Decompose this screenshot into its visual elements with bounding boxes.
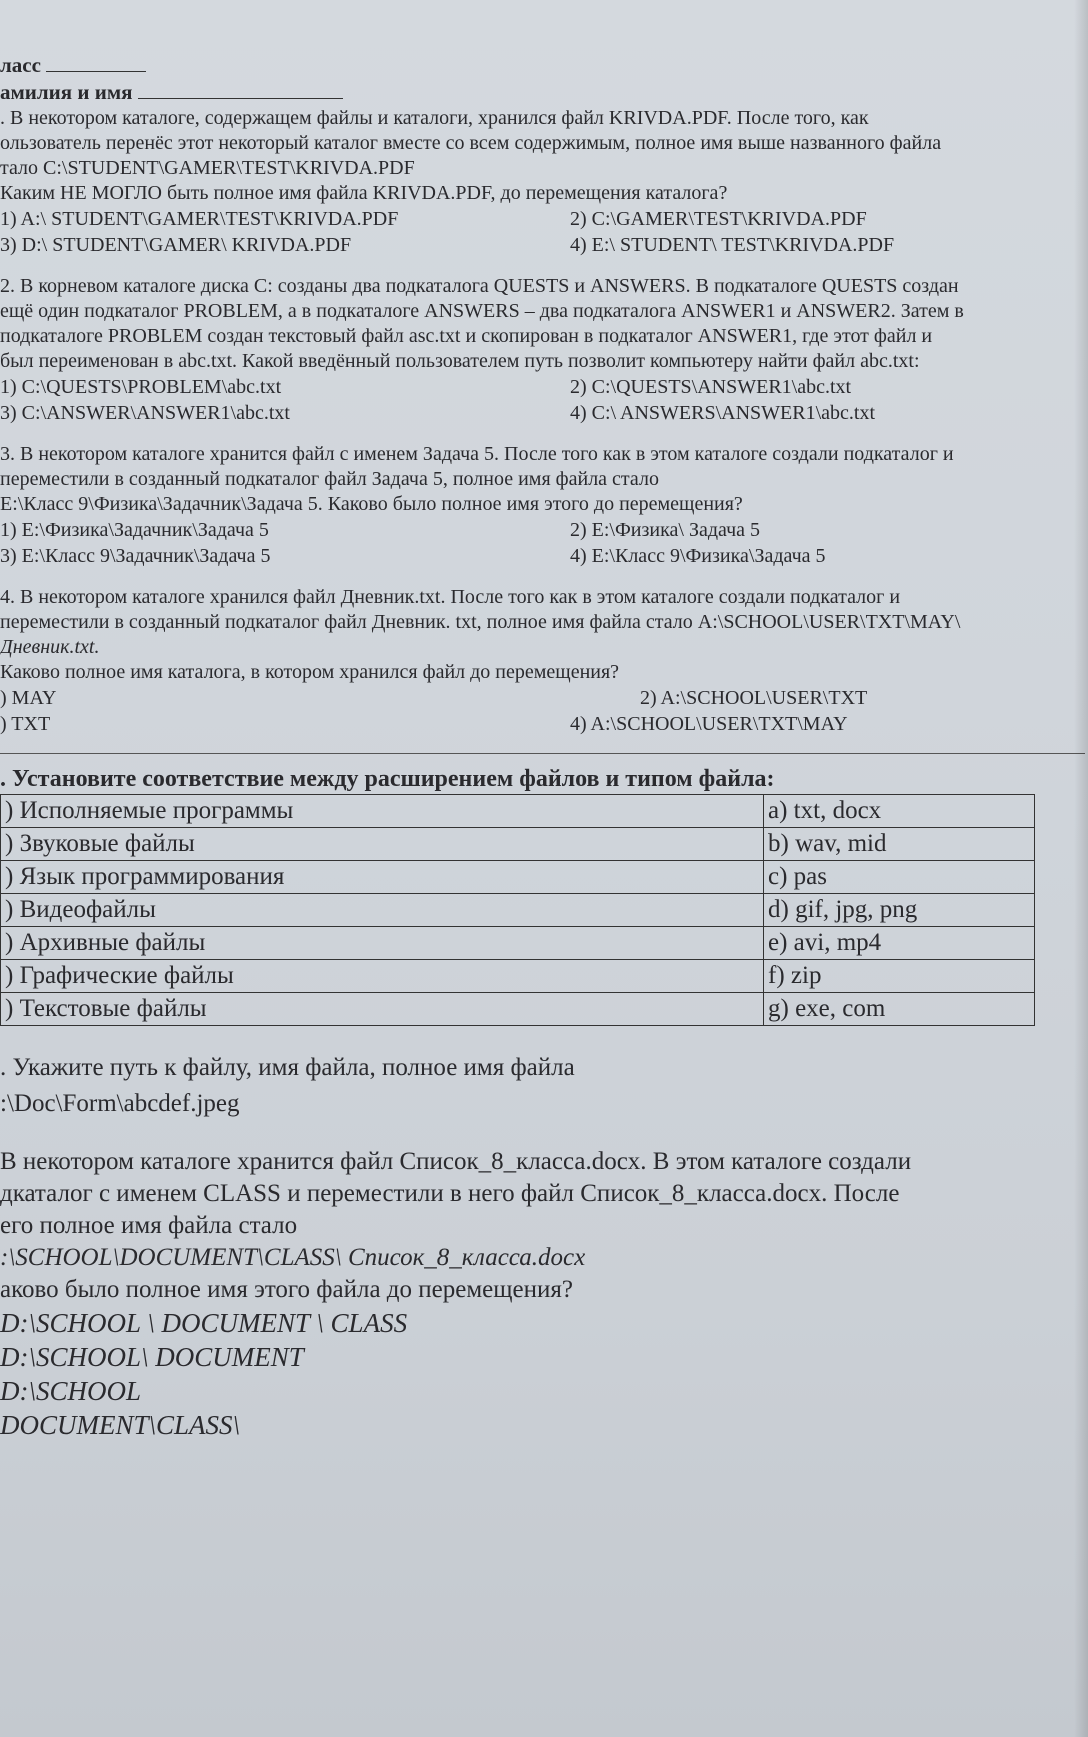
q4-option: ) TXT	[0, 713, 51, 735]
q2-option: 2) C:\QUESTS\ANSWER1\abc.txt	[570, 376, 852, 398]
task7-option: D:\SCHOOL \ DOCUMENT \ CLASS	[0, 1308, 408, 1338]
q3-line: переместили в созданный подкаталог файл Задача 5, полное имя файла стало	[0, 468, 659, 490]
table-cell-ext: e) avi, mp4	[764, 927, 1035, 960]
task7-line: его полное имя файла стало	[0, 1212, 298, 1239]
task6-path: :\Doc\Form\abcdef.jpeg	[0, 1090, 240, 1117]
q3-line: E:\Класс 9\Физика\Задачник\Задача 5. Каково было полное имя этого до перемещения?	[0, 493, 743, 515]
question-3	[0, 442, 1064, 517]
class-line	[0, 52, 1064, 79]
q1-line: ользователь перенёс этот некоторый каталог вместе со всем содержимым, полное имя выше названного файла	[0, 132, 942, 154]
q3-options-row	[0, 543, 1064, 569]
task7-line: :\SCHOOL\DOCUMENT\CLASS\ Список_8_класса.docx	[0, 1244, 586, 1271]
table-cell-ext: f) zip	[764, 960, 1035, 993]
q1-option: 3) D:\ STUDENT\GAMER\ KRIVDA.PDF	[0, 234, 352, 256]
table-row	[1, 960, 1035, 993]
table-cell-type: ) Исполняемые программы	[1, 795, 764, 828]
task-6	[0, 1050, 1064, 1122]
q1-option: 4) E:\ STUDENT\ TEST\KRIVDA.PDF	[570, 234, 895, 256]
q1-line: тало C:\STUDENT\GAMER\TEST\KRIVDA.PDF	[0, 157, 415, 179]
q1-options-row	[0, 232, 1064, 258]
question-1	[0, 106, 1064, 206]
q4-option: 4) A:\SCHOOL\USER\TXT\MAY	[570, 713, 848, 735]
table-cell-type: ) Язык программирования	[1, 861, 764, 894]
q1-options-row	[0, 206, 1064, 232]
q2-options-row	[0, 374, 1064, 400]
q2-line: 2. В корневом каталоге диска C: созданы два подкаталога QUESTS и ANSWERS. В подкаталоге QUESTS создан	[0, 275, 959, 297]
table-cell-ext: c) pas	[764, 861, 1035, 894]
matching-table	[0, 794, 1035, 1026]
table-row	[1, 861, 1035, 894]
class-blank	[46, 53, 146, 72]
q4-line: Дневник.txt.	[0, 636, 100, 658]
table-cell-type: ) Архивные файлы	[1, 927, 764, 960]
q4-option: ) MAY	[0, 687, 57, 709]
class-label: ласс	[0, 53, 41, 77]
task7-line: дкаталог с именем CLASS и переместили в него файл Список_8_класса.docx. После	[0, 1180, 900, 1207]
q2-option: 3) C:\ANSWER\ANSWER1\abc.txt	[0, 402, 290, 424]
q4-options-row	[0, 711, 1064, 737]
task6-line: . Укажите путь к файлу, имя файла, полное имя файла	[0, 1054, 575, 1081]
table-cell-type: ) Графические файлы	[1, 960, 764, 993]
q3-option: 1) E:\Физика\Задачник\Задача 5	[0, 519, 269, 541]
q1-line: . В некотором каталоге, содержащем файлы и каталоги, хранился файл KRIVDA.PDF. После того, как	[0, 107, 869, 129]
q4-options-row	[0, 685, 1064, 711]
task7-line: В некотором каталоге хранится файл Список_8_класса.docx. В этом каталоге создали	[0, 1148, 912, 1175]
table-row	[1, 927, 1035, 960]
q2-options-row	[0, 400, 1064, 426]
table-row	[1, 828, 1035, 861]
q3-line: 3. В некотором каталоге хранится файл с именем Задача 5. После того как в этом каталоге создали подкаталог и	[0, 443, 954, 465]
table-row	[1, 795, 1035, 828]
q3-options-row	[0, 517, 1064, 543]
q4-line: Каково полное имя каталога, в котором хранился файл до перемещения?	[0, 661, 620, 683]
q4-line: 4. В некотором каталоге хранился файл Дневник.txt. После того как в этом каталоге создали подкаталог и	[0, 586, 901, 608]
q2-line: ещё один подкаталог PROBLEM, а в подкаталоге ANSWERS – два подкаталога ANSWER1 и ANSWER2. Затем в	[0, 300, 964, 322]
q2-line: подкаталоге PROBLEM создан текстовый файл asc.txt и скопирован в подкаталог ANSWER1, где этот файл и	[0, 325, 933, 347]
name-label: амилия и имя	[0, 80, 133, 104]
question-2	[0, 274, 1064, 374]
table-cell-ext: a) txt, docx	[764, 795, 1035, 828]
q4-option: 2) A:\SCHOOL\USER\TXT	[640, 687, 868, 709]
task7-option: D:\SCHOOL	[0, 1376, 142, 1406]
q3-option: 3) E:\Класс 9\Задачник\Задача 5	[0, 545, 271, 567]
name-blank	[138, 80, 343, 99]
table-cell-type: ) Звуковые файлы	[1, 828, 764, 861]
q4-line: переместили в созданный подкаталог файл Дневник. txt, полное имя файла стало A:\SCHOOL\USER\TXT\MAY\	[0, 611, 961, 633]
task7-options	[0, 1306, 1064, 1442]
table-row	[1, 993, 1035, 1026]
q2-option: 4) C:\ ANSWERS\ANSWER1\abc.txt	[570, 402, 875, 424]
q1-line: Каким НЕ МОГЛО быть полное имя файла KRIVDA.PDF, до перемещения каталога?	[0, 182, 728, 204]
task7-option: DOCUMENT\CLASS\	[0, 1410, 241, 1440]
q2-option: 1) C:\QUESTS\PROBLEM\abc.txt	[0, 376, 282, 398]
q1-option: 2) C:\GAMER\TEST\KRIVDA.PDF	[570, 208, 867, 230]
q1-option: 1) A:\ STUDENT\GAMER\TEST\KRIVDA.PDF	[0, 208, 399, 230]
table-cell-ext: d) gif, jpg, png	[764, 894, 1035, 927]
task7-option: D:\SCHOOL\ DOCUMENT	[0, 1342, 304, 1372]
table-cell-type: ) Текстовые файлы	[1, 993, 764, 1026]
question-4	[0, 585, 1064, 685]
table-cell-ext: g) exe, com	[764, 993, 1035, 1026]
table-cell-ext: b) wav, mid	[764, 828, 1035, 861]
name-line	[0, 79, 1064, 106]
section-divider	[0, 753, 1085, 754]
table-row	[1, 894, 1035, 927]
task-7	[0, 1146, 1064, 1306]
table-cell-type: ) Видеофайлы	[1, 894, 764, 927]
q2-line: был переименован в abc.txt. Какой введённый пользователем путь позволит компьютеру найти файл abc.txt:	[0, 350, 920, 372]
task7-line: аково было полное имя этого файла до перемещения?	[0, 1276, 573, 1303]
q3-option: 2) E:\Физика\ Задача 5	[570, 519, 761, 541]
q3-option: 4) E:\Класс 9\Физика\Задача 5	[570, 545, 826, 567]
task5-title: . Установите соответствие между расширением файлов и типом файла:	[0, 766, 775, 792]
